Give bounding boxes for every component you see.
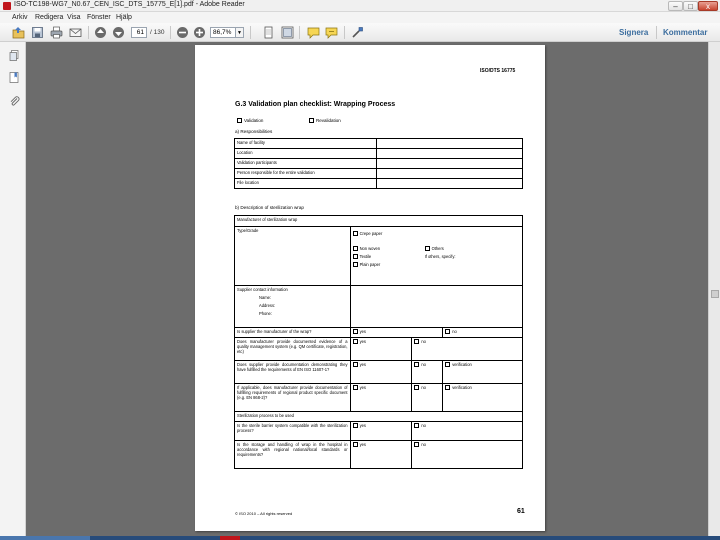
maximize-button[interactable]: □	[683, 1, 698, 11]
menu-visa[interactable]: Visa	[67, 14, 81, 21]
comment-link[interactable]: Kommentar	[663, 28, 708, 37]
pages-icon[interactable]	[9, 50, 20, 61]
section-b-label: b) Description of sterilization wrap	[235, 205, 304, 210]
table-row: Person responsible for the entire validation	[235, 169, 523, 179]
zoom-out-icon[interactable]	[176, 26, 189, 39]
page-number: 61	[517, 508, 525, 515]
zoom-in-icon[interactable]	[193, 26, 206, 39]
section-a-label: a) Responsibilities	[235, 129, 273, 134]
taskbar-item[interactable]	[220, 536, 240, 540]
scrollbar-thumb[interactable]	[711, 290, 719, 298]
window-title: ISO-TC198-WG7_N0.67_CEN_ISC_DTS_15775_E[1].pdf - Adobe Reader	[14, 1, 245, 8]
print-icon[interactable]	[50, 26, 63, 39]
open-icon[interactable]	[12, 26, 25, 39]
table-row: File location	[235, 179, 523, 189]
title-bar	[0, 0, 720, 12]
attachments-icon[interactable]	[9, 96, 20, 107]
page-number-input[interactable]	[131, 27, 147, 38]
validation-option: Validation	[237, 118, 263, 123]
adobe-reader-icon	[3, 2, 11, 10]
close-button[interactable]: x	[698, 1, 718, 11]
sterilization-wrap-table	[234, 215, 523, 469]
page-up-icon[interactable]	[94, 26, 107, 39]
menu-redigera[interactable]: Redigera	[35, 14, 64, 21]
menu-hjalp[interactable]: Hjälp	[116, 14, 132, 21]
zoom-dropdown-icon[interactable]: ▼	[236, 27, 244, 38]
comment-icon[interactable]	[307, 26, 320, 39]
menu-arkiv[interactable]: Arkiv	[12, 14, 28, 21]
zoom-input[interactable]	[210, 27, 236, 38]
table-row	[235, 286, 523, 328]
menu-fonster[interactable]: Fönster	[87, 14, 111, 21]
taskbar-item[interactable]	[0, 536, 90, 540]
table-row: Type/Grade Crepe paper Non woven Others Textile If others, specify: Plain paper	[235, 227, 523, 286]
table-row: Is the sterile barrier system compatible with the sterilization process? yes no	[235, 422, 523, 441]
highlight-icon[interactable]	[325, 26, 338, 39]
table-row: Name of facility	[235, 139, 523, 149]
type-grade-options: Crepe paper Non woven Others Textile If others, specify: Plain paper	[350, 227, 522, 286]
document-id: ISO/DTS 16775	[480, 68, 516, 74]
fit-width-icon[interactable]	[281, 26, 294, 39]
table-row: Does supplier provide documentation demonstrating they have fulfilled the requirements of EN ISO 11607-1? yes no verification	[235, 361, 523, 384]
table-row: Validation participants	[235, 159, 523, 169]
document-heading: G.3 Validation plan checklist: Wrapping Process	[235, 101, 396, 108]
table-row: Location	[235, 149, 523, 159]
responsibilities-table	[234, 138, 523, 189]
minimize-button[interactable]: –	[668, 1, 683, 11]
taskbar	[0, 536, 720, 540]
menu-bar	[0, 12, 720, 23]
fit-page-icon[interactable]	[262, 26, 275, 39]
bookmarks-icon[interactable]	[9, 72, 20, 83]
page-down-icon[interactable]	[112, 26, 125, 39]
checkbox-revalidation	[309, 118, 314, 123]
table-row: Is supplier the manufacturer of the wrap? yes no	[235, 328, 523, 338]
vertical-scrollbar[interactable]	[708, 42, 720, 536]
email-icon[interactable]	[69, 26, 82, 39]
save-icon[interactable]	[31, 26, 44, 39]
tools-icon[interactable]	[351, 26, 364, 39]
revalidation-option: Revalidation	[309, 118, 341, 123]
table-row: If applicable, does manufacturer provide documentation of fulfilling requirements of regional product specific document (e.g. EN 868-2)? yes no verification	[235, 384, 523, 412]
checkbox-validation	[237, 118, 242, 123]
table-row: Sterilization process to be used	[235, 412, 523, 422]
sign-link[interactable]: Signera	[619, 28, 649, 37]
table-row: Manufacturer of sterilization wrap	[235, 216, 523, 227]
copyright: © ISO 2010 – All rights reserved	[235, 511, 293, 516]
pdf-page	[195, 45, 545, 531]
supplier-contact-cell: Supplier contact information Name: Address: Phone:	[235, 286, 351, 328]
navigation-pane	[0, 42, 26, 536]
toolbar	[0, 23, 720, 42]
table-row: Is the storage and handling of wrap in the hospital in accordance with regional national/local standards or requirements? yes no	[235, 441, 523, 469]
table-row: Does manufacturer provide documented evidence of a quality management system (e.g. QM certificate, registration, etc) yes no	[235, 338, 523, 361]
page-total: / 130	[150, 29, 165, 36]
